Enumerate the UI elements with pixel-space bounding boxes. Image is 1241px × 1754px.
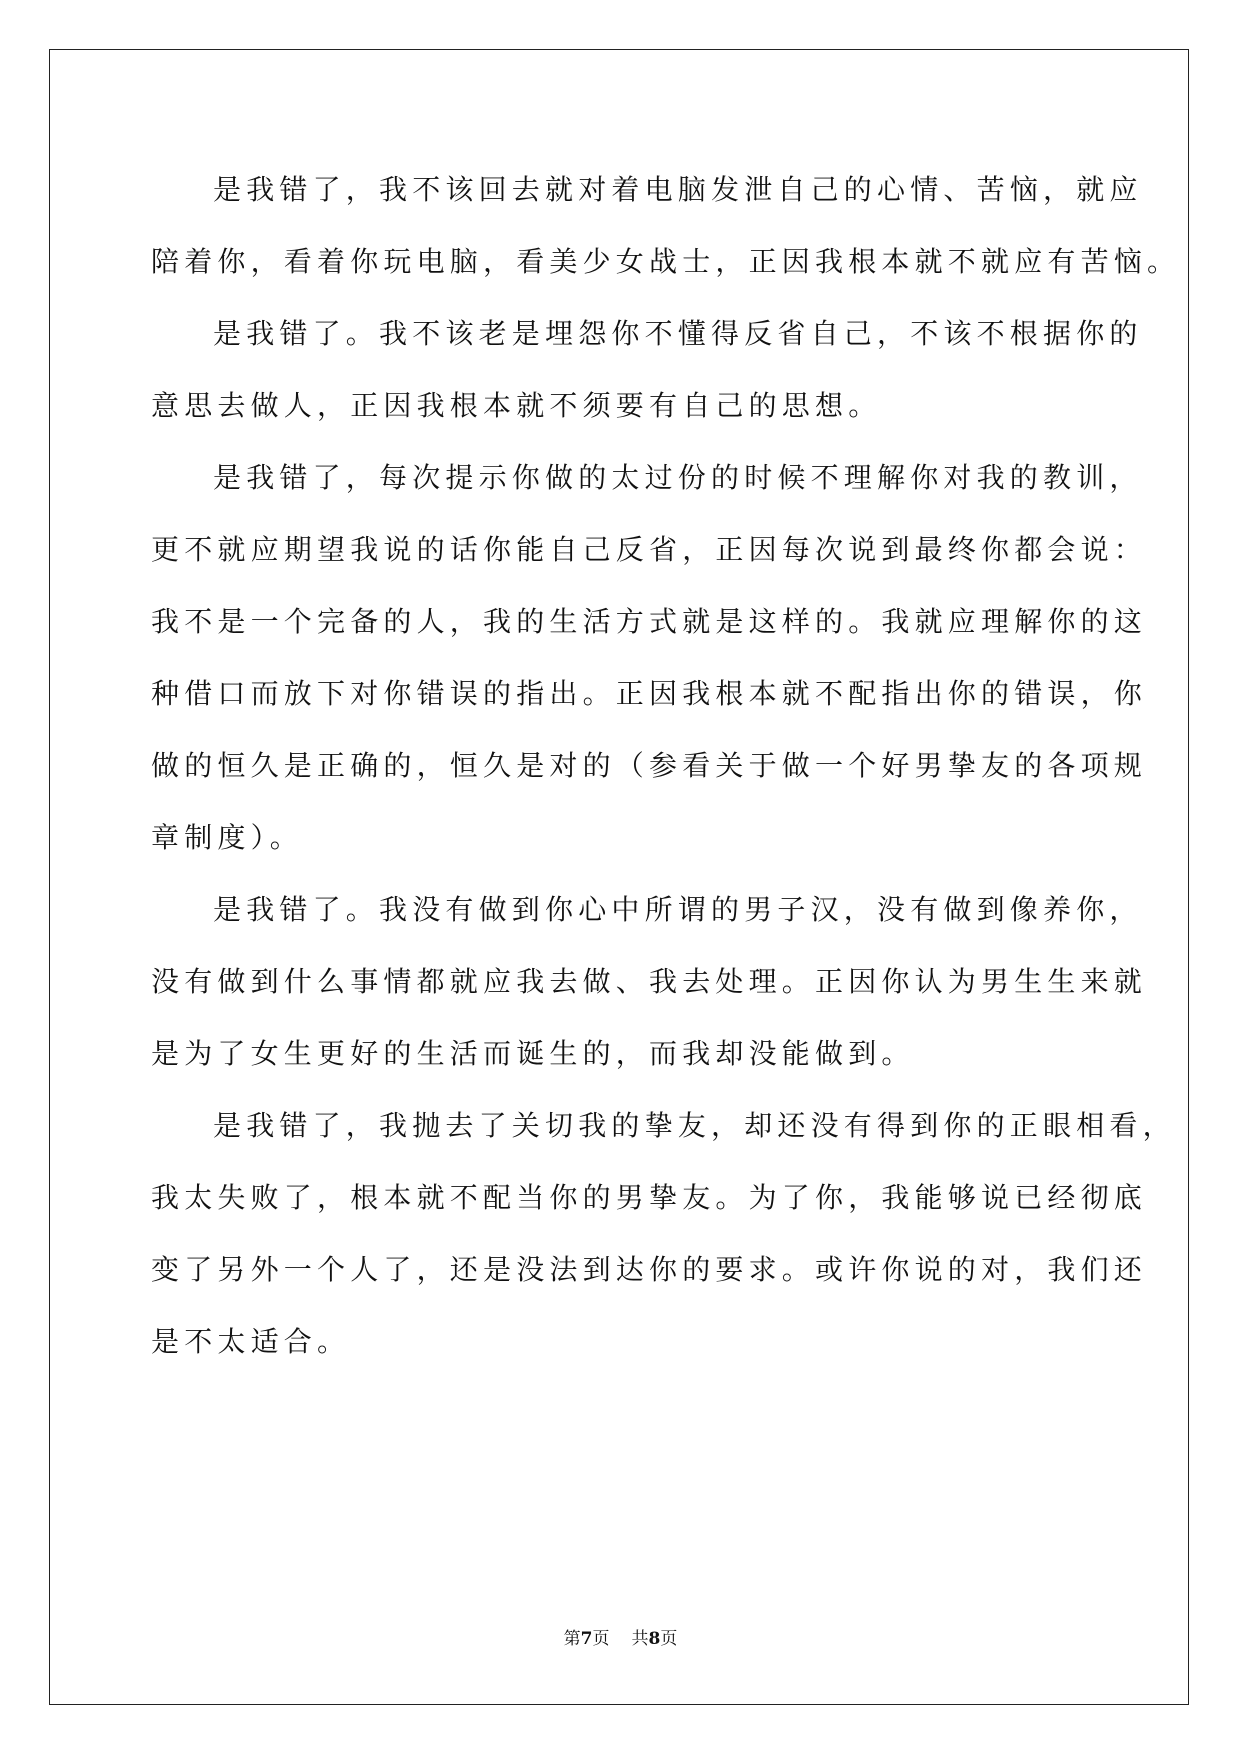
current-page-number: 7 — [580, 1629, 593, 1649]
text-line: 是为了女生更好的生活而诞生的，而我却没能做到。 — [151, 1037, 915, 1070]
page-prefix: 第 — [563, 1629, 581, 1649]
total-prefix: 共 — [631, 1629, 649, 1649]
text-line: 是我错了。我不该老是埋怨你不懂得反省自己，不该不根据你的 — [213, 317, 1143, 350]
text-line: 我不是一个完备的人，我的生活方式就是这样的。我就应理解你的这 — [151, 605, 1148, 638]
text-line: 做的恒久是正确的，恒久是对的（参看关于做一个好男挚友的各项规 — [151, 749, 1148, 782]
text-line: 是不太适合。 — [151, 1325, 351, 1358]
text-line: 变了另外一个人了，还是没法到达你的要求。或许你说的对，我们还 — [151, 1253, 1148, 1286]
text-line: 陪着你，看着你玩电脑，看美少女战士，正因我根本就不就应有苦恼。 — [151, 245, 1181, 278]
text-line: 种借口而放下对你错误的指出。正因我根本就不配指出你的错误，你 — [151, 677, 1148, 710]
page-suffix: 页 — [592, 1629, 610, 1649]
text-line: 我太失败了，根本就不配当你的男挚友。为了你，我能够说已经彻底 — [151, 1181, 1148, 1214]
text-line: 没有做到什么事情都就应我去做、我去处理。正因你认为男生生来就 — [151, 965, 1148, 998]
text-line: 是我错了，每次提示你做的太过份的时候不理解你对我的教训， — [213, 461, 1143, 494]
text-line: 更不就应期望我说的话你能自己反省，正因每次说到最终你都会说： — [151, 533, 1148, 566]
page-border — [49, 49, 1189, 1705]
text-line: 是我错了，我不该回去就对着电脑发泄自己的心情、苦恼，就应 — [213, 173, 1143, 206]
total-pages-number: 8 — [648, 1629, 661, 1649]
total-suffix: 页 — [660, 1629, 678, 1649]
text-line: 意思去做人，正因我根本就不须要有自己的思想。 — [151, 389, 882, 422]
text-line: 是我错了，我抛去了关切我的挚友，却还没有得到你的正眼相看， — [213, 1109, 1176, 1142]
text-line: 是我错了。我没有做到你心中所谓的男子汉，没有做到像养你， — [213, 893, 1143, 926]
text-line: 章制度）。 — [151, 821, 304, 854]
page-footer — [0, 1628, 1241, 1650]
